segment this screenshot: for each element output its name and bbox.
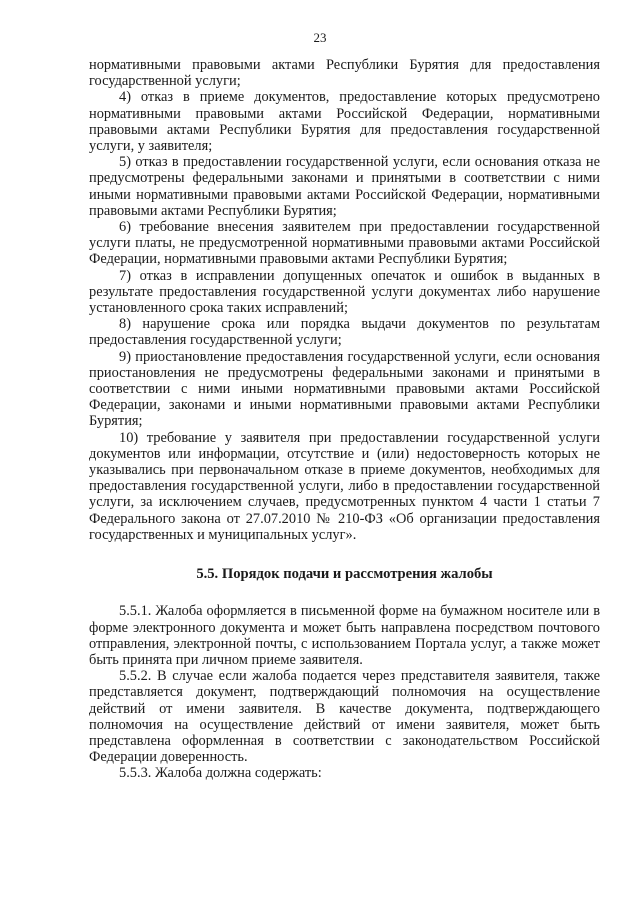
paragraph: 6) требование внесения заявителем при предоставлении государственной услуги платы, не предусмотренной нормативными правовыми актами Российской Федерации, нормативными правовыми актами Республики Бурятия; [89,219,600,268]
paragraph: 8) нарушение срока или порядка выдачи документов по результатам предоставления государственной услуги; [89,316,600,349]
paragraph: 7) отказ в исправлении допущенных опечаток и ошибок в выданных в результате предоставления государственной услуги документах либо нарушение установленного срока таких исправлений; [89,267,600,317]
paragraph: нормативными правовыми актами Республики Бурятия для предоставления государственной услуги; [89,57,600,90]
document-body [89,57,600,782]
paragraph: 5.5.1. Жалоба оформляется в письменной форме на бумажном носителе или в форме электронного документа и может быть направлена посредством почтового отправления, электронной почты, с использованием Портала услуг, а также может быть принята при личном приеме заявителя. [89,603,600,668]
paragraphs-after-heading [89,603,600,781]
page-number: 23 [313,30,327,45]
paragraph: 10) требование у заявителя при предоставлении государственной услуги документов или информации, отсутствие и (или) недостоверность которых не указывались при первоначальном отказе в приеме документов, необходимых для предоставления государственной услуги, либо в предоставлении государственной услуги, за исключением случаев, предусмотренных пунктом 4 части 1 статьи 7 Федерального закона от 27.07.2010 № 210-ФЗ «Об организации предоставления государственных и муниципальных услуг». [89,429,600,543]
paragraph: 5.5.3. Жалоба должна содержать: [119,765,322,782]
paragraph: 4) отказ в приеме документов, предоставление которых предусмотрено нормативными правовыми актами Российской Федерации, нормативными правовыми актами Республики Бурятия для предоставления государственной услуги, у заявителя; [89,89,600,155]
paragraph: 9) приостановление предоставления государственной услуги, если основания приостановления не предусмотрены федеральными законами и принятыми в соответствии с ними иными нормативными правовыми актами Российской Федерации, законами и иными нормативными правовыми актами Республики Бурятия; [89,348,600,430]
paragraph: 5.5.2. В случае если жалоба подается через представителя заявителя, также представляется документ, подтверждающий полномочия на осуществление действий от имени заявителя. В качестве документа, подтверждающего полномочия на осуществление действий от имени заявителя, может быть представлена оформленная в соответствии с законодательством Российской Федерации доверенность. [89,668,600,766]
paragraph: 5) отказ в предоставлении государственной услуги, если основания отказа не предусмотрены федеральными законами и принятыми в соответствии с ними иными нормативными правовыми актами Российской Федерации, нормативными правовыми актами Республики Бурятия; [89,154,600,219]
section-heading: 5.5. Порядок подачи и рассмотрения жалобы [196,566,493,583]
paragraphs-before-heading [89,57,600,543]
